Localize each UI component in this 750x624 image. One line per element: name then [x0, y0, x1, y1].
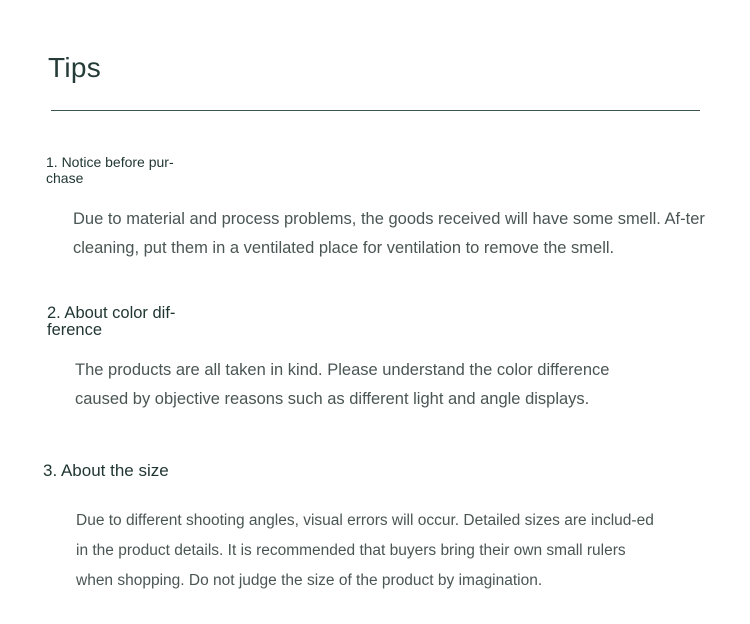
section-body-size: Due to different shooting angles, visual errors will occur. Detailed sizes are includ-ed in the product details. It is recommended that buyers bring their own small rulers when shopping. Do not judge the size of the product by imagination.	[76, 512, 654, 589]
section-body-purchase-notice: Due to material and process problems, the goods received will have some smell. Af-ter cleaning, put them in a ventilated place for ventilation to remove the smell.	[73, 210, 705, 257]
section-heading-color-difference: 2. About color dif-ference	[47, 304, 176, 339]
section-heading-purchase-notice: 1. Notice before pur-chase	[46, 154, 174, 186]
section-heading-size: 3. About the size	[43, 461, 169, 480]
page-title: Tips	[48, 52, 102, 83]
section-body-color-difference: The products are all taken in kind. Please understand the color difference caused by objective reasons such as different light and angle displays.	[75, 361, 610, 408]
title-divider	[51, 110, 700, 111]
